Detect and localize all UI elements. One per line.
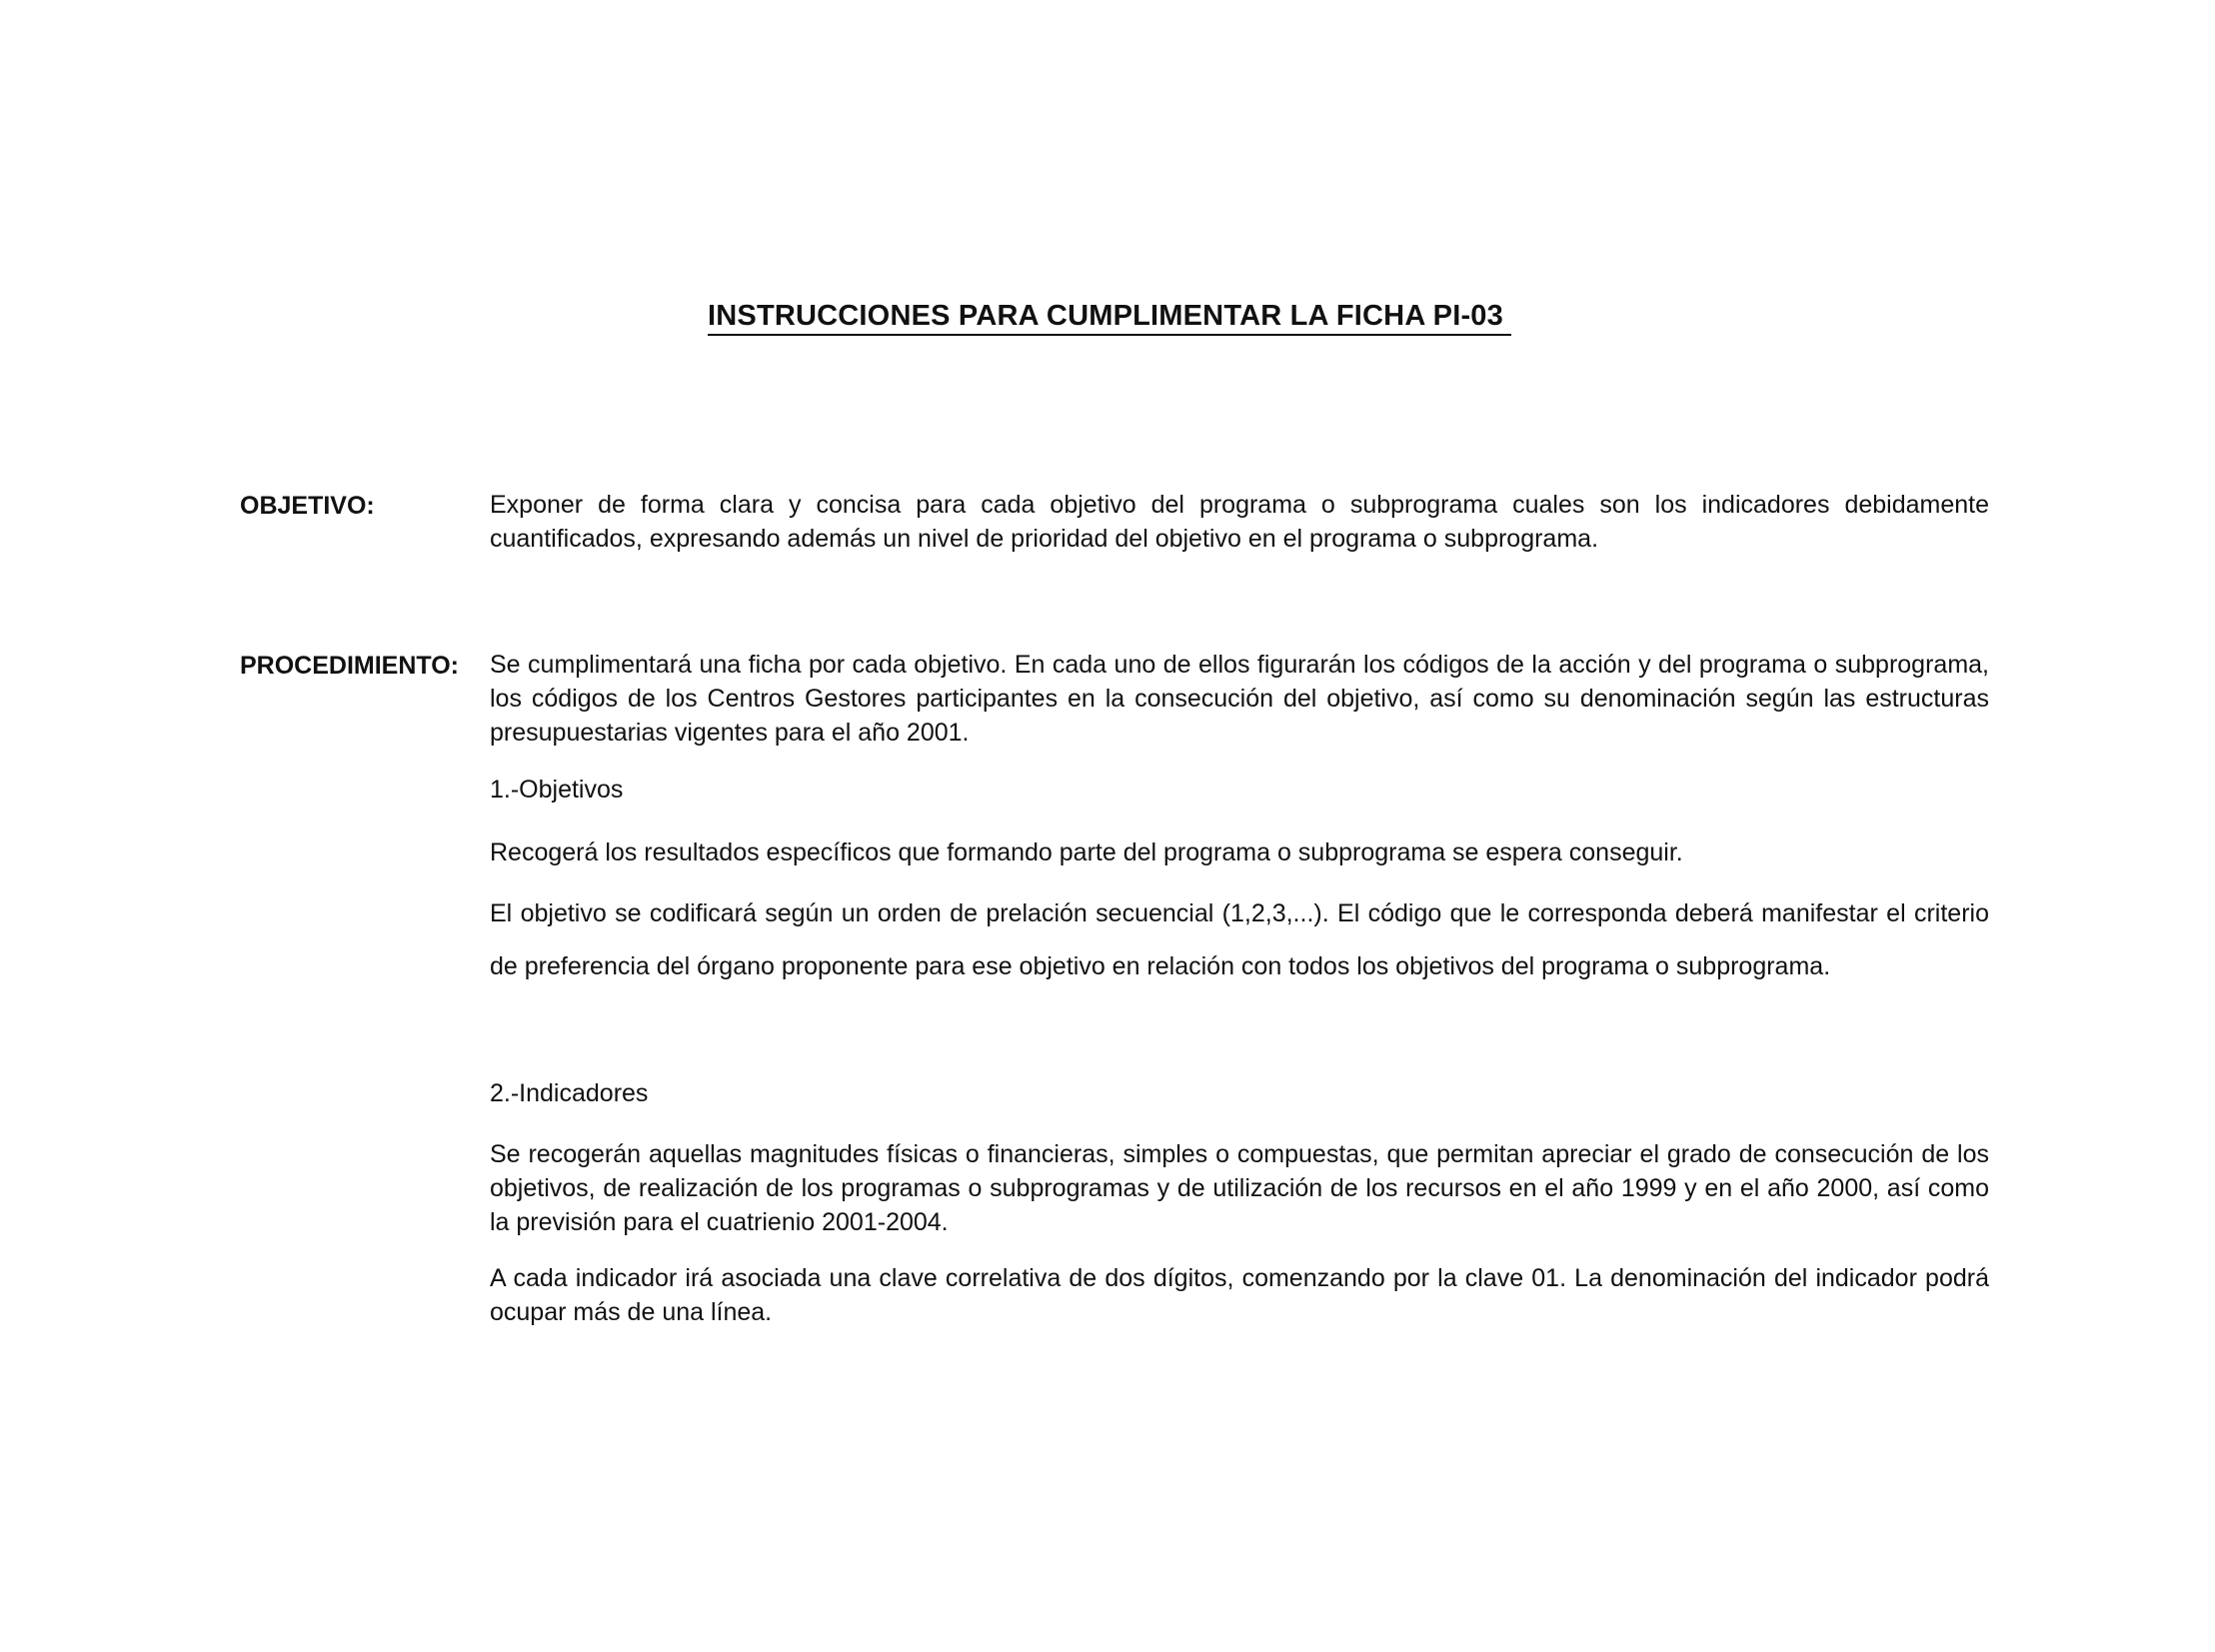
document-title: INSTRUCCIONES PARA CUMPLIMENTAR LA FICHA PI-03 bbox=[708, 300, 1511, 336]
objetivo-label: OBJETIVO: bbox=[240, 492, 375, 520]
objetivo-text: Exponer de forma clara y concisa para cada objetivo del programa o subprograma cuales son los indicadores debidamente cuantificados, expresando además un nivel de prioridad del objetivo en el programa o subprograma. bbox=[490, 491, 1989, 553]
indicadores-paragraph-2: A cada indicador irá asociada una clave correlativa de dos dígitos, comenzando por la clave 01. La denominación del indicador podrá ocupar más de una línea. bbox=[490, 1264, 1989, 1326]
objetivos-paragraph-1: Recogerá los resultados específicos que formando parte del programa o subprograma se espera conseguir. bbox=[490, 838, 1683, 866]
procedimiento-intro: Se cumplimentará una ficha por cada objetivo. En cada uno de ellos figurarán los códigos de la acción y del programa o subprograma, los códigos de los Centros Gestores participantes en la consecución del objetivo, así como su denominación según las estructuras presupuestarias vigentes para el año 2001. bbox=[490, 651, 1989, 747]
procedimiento-label: PROCEDIMIENTO: bbox=[240, 652, 459, 680]
indicadores-paragraph-1: Se recogerán aquellas magnitudes físicas o financieras, simples o compuestas, que permitan apreciar el grado de consecución de los objetivos, de realización de los programas o subprogramas y de utilización de los recursos en el año 1999 y en el año 2000, así como la previsión para el cuatrienio 2001-2004. bbox=[490, 1140, 1989, 1236]
section-heading-objetivos: 1.-Objetivos bbox=[490, 776, 624, 804]
section-heading-indicadores: 2.-Indicadores bbox=[490, 1079, 649, 1107]
objetivos-paragraph-2: El objetivo se codificará según un orden de prelación secuencial (1,2,3,...). El código que le corresponda deberá manifestar el criterio de preferencia del órgano proponente para ese objetivo en relación con todos los objetivos del programa o subprograma. bbox=[490, 899, 1989, 980]
